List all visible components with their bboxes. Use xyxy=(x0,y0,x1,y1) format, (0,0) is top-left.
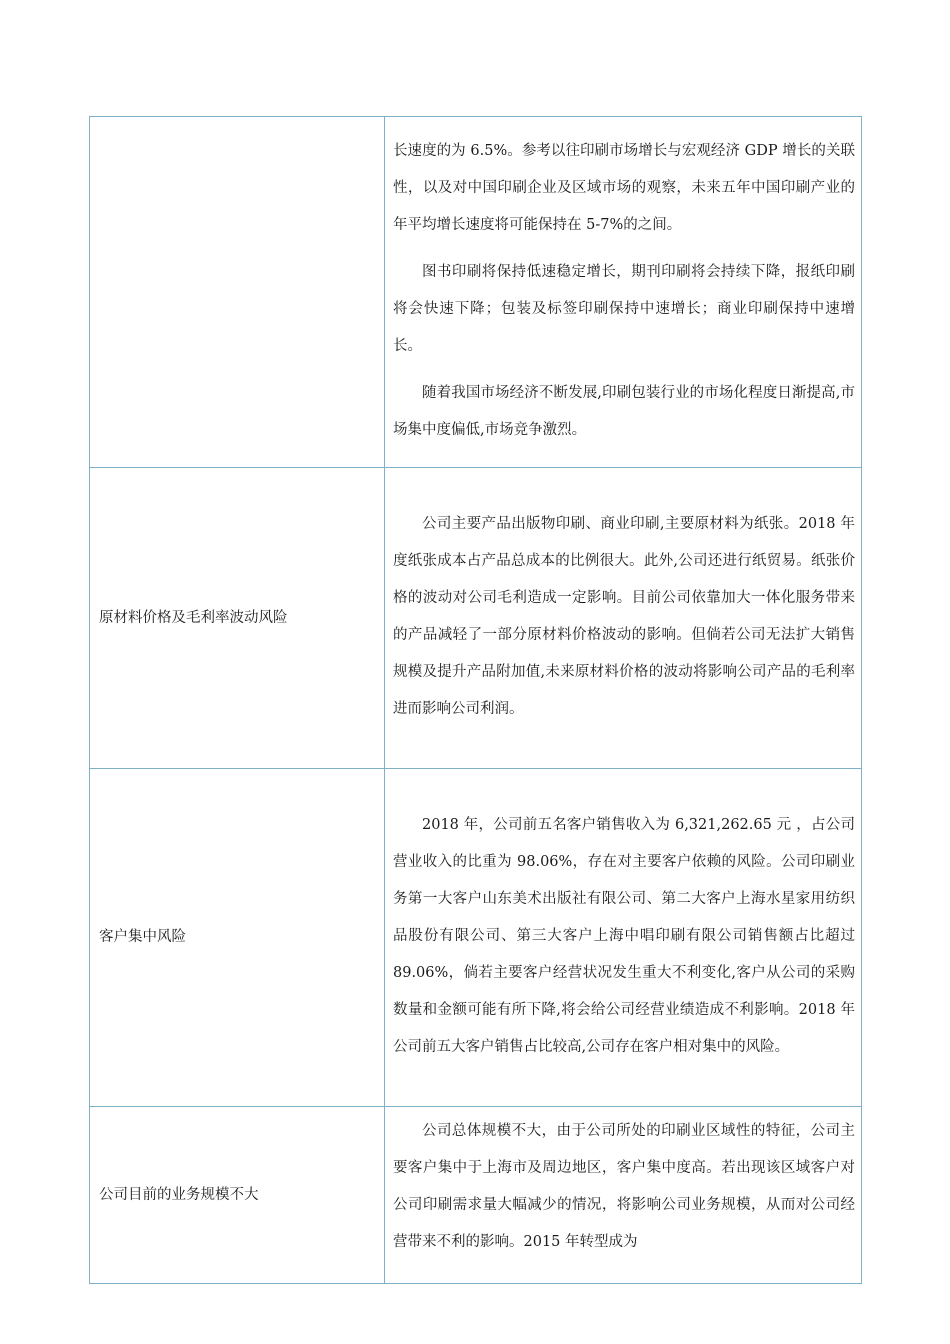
risk-name-cell: 原材料价格及毛利率波动风险 xyxy=(90,468,385,769)
risk-name-cell: 公司目前的业务规模不大 xyxy=(90,1107,385,1284)
table-row xyxy=(90,1107,862,1284)
paragraph: 图书印刷将保持低速稳定增长，期刊印刷将会持续下降，报纸印刷将会快速下降；包装及标签印刷保持中速增长；商业印刷保持中速增长。 xyxy=(393,264,855,354)
risk-description-cell xyxy=(385,1107,862,1284)
risk-description-cell xyxy=(385,769,862,1107)
paragraph: 公司总体规模不大，由于公司所处的印刷业区域性的特征，公司主要客户集中于上海市及周边地区，客户集中度高。若出现该区域客户对公司印刷需求量大幅减少的情况，将影响公司业务规模，从而对公司经营带来不利的影响。2015 年转型成为 xyxy=(393,1123,855,1250)
paragraph: 公司主要产品出版物印刷、商业印刷,主要原材料为纸张。2018 年度纸张成本占产品总成本的比例很大。此外,公司还进行纸贸易。纸张价格的波动对公司毛利造成一定影响。目前公司依靠加大一体化服务带来的产品减轻了一部分原材料价格波动的影响。但倘若公司无法扩大销售规模及提升产品附加值,未来原材料价格的波动将影响公司产品的毛利率进而影响公司利润。 xyxy=(393,516,855,717)
risk-description-cell xyxy=(385,468,862,769)
paragraph: 随着我国市场经济不断发展,印刷包装行业的市场化程度日渐提高,市场集中度偏低,市场竞争激烈。 xyxy=(393,385,855,438)
table-row xyxy=(90,117,862,468)
paragraph: 长速度的为 6.5%。参考以往印刷市场增长与宏观经济 GDP 增长的关联性，以及对中国印刷企业及区域市场的观察，未来五年中国印刷产业的年平均增长速度将可能保持在 5-7%的之间。 xyxy=(393,143,855,233)
table-row xyxy=(90,468,862,769)
risk-name-cell: 客户集中风险 xyxy=(90,769,385,1107)
table-row xyxy=(90,769,862,1107)
risk-name-cell xyxy=(90,117,385,468)
risk-table xyxy=(89,116,862,1284)
risk-description-cell xyxy=(385,117,862,468)
paragraph: 2018 年，公司前五名客户销售收入为 6,321,262.65 元 ，占公司营业收入的比重为 98.06%，存在对主要客户依赖的风险。公司印刷业务第一大客户山东美术出版社有限公司、第二大客户上海水星家用纺织品股份有限公司、第三大客户上海中唱印刷有限公司销售额占比超过 89.06%，倘若主要客户经营状况发生重大不利变化,客户从公司的采购数量和金额可能有所下降,将会给公司经营业绩造成不利影响。2018 年公司前五大客户销售占比较高,公司存在客户相对集中的风险。 xyxy=(393,817,855,1055)
